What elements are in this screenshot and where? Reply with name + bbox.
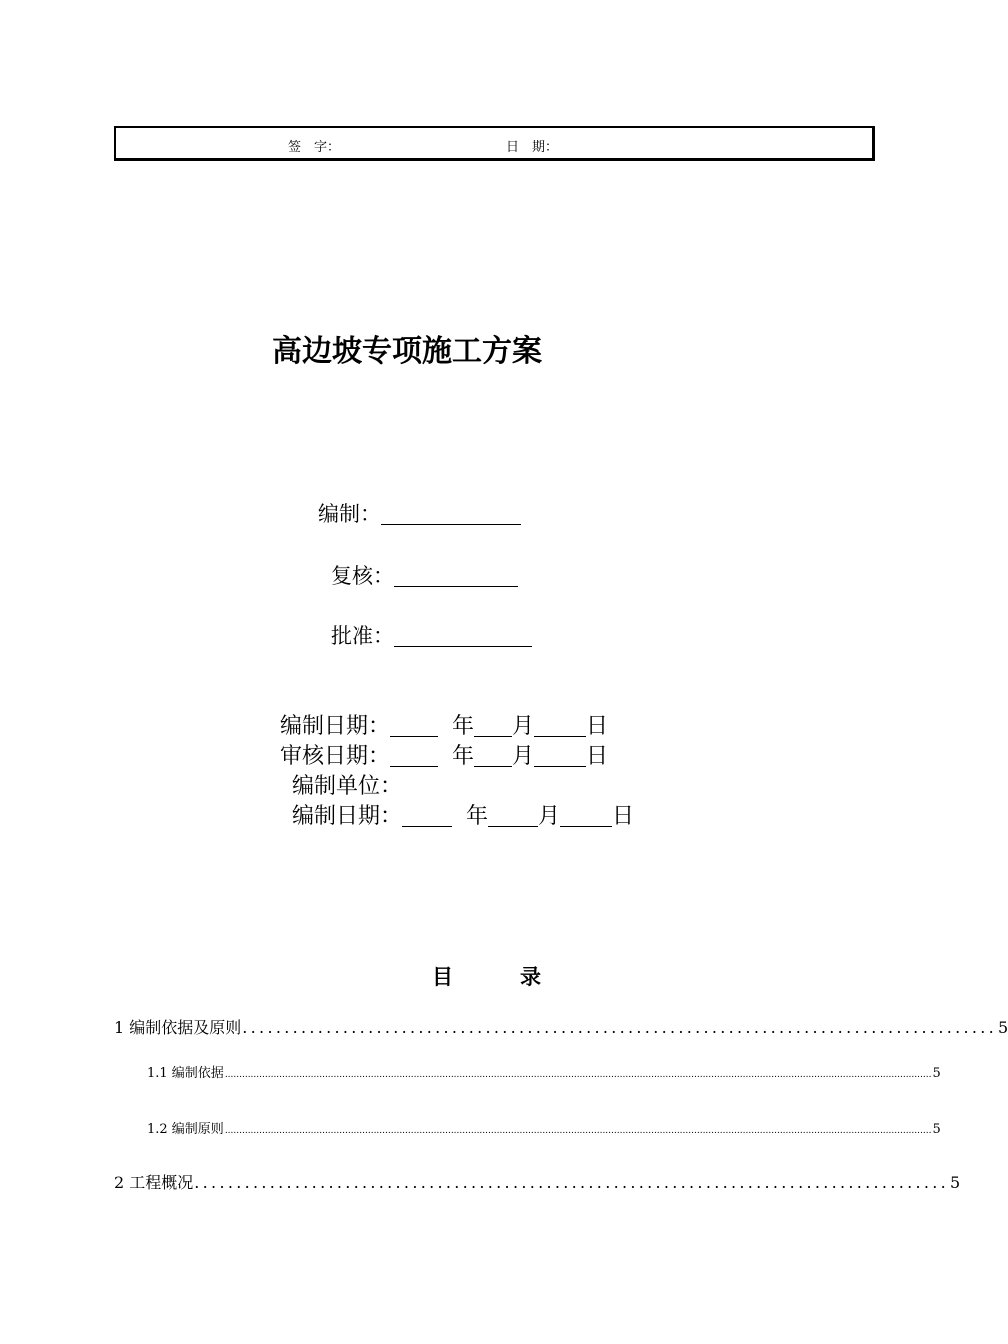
toc-leader-dots: .......................................................................................... <box>242 1018 998 1037</box>
day-unit: 日 <box>586 744 609 769</box>
toc-leader-dots: ....................................................................................................................................................................................................................................................... <box>224 1070 932 1080</box>
month-unit: 月 <box>512 714 535 739</box>
toc-entry[interactable] <box>147 1062 941 1081</box>
signature-box <box>114 126 875 161</box>
year-blank[interactable] <box>390 714 438 737</box>
review-field <box>331 560 518 590</box>
month-unit: 月 <box>512 744 535 769</box>
year-unit: 年 <box>452 744 475 769</box>
day-blank[interactable] <box>560 804 612 827</box>
approve-field <box>331 620 532 650</box>
toc-entry[interactable] <box>114 1170 961 1193</box>
toc-entry-label: 1.1 编制依据 <box>147 1066 224 1081</box>
year-blank[interactable] <box>402 804 452 827</box>
toc-entry-page: 5 <box>932 1066 941 1081</box>
toc-heading-left: 目 <box>432 964 453 989</box>
month-blank[interactable] <box>474 714 512 737</box>
review-date-line <box>280 739 608 770</box>
compile-blank[interactable] <box>381 502 521 525</box>
approve-label: 批准： <box>331 624 394 648</box>
toc-entry-label: 2 工程概况 <box>114 1173 194 1192</box>
month-blank[interactable] <box>474 744 512 767</box>
compile-date2-label: 编制日期： <box>292 804 403 829</box>
day-blank[interactable] <box>534 714 586 737</box>
year-blank[interactable] <box>390 744 438 767</box>
month-blank[interactable] <box>488 804 538 827</box>
month-unit: 月 <box>538 804 561 829</box>
toc-entry[interactable] <box>147 1118 941 1137</box>
toc-leader-dots: ....................................................................................................................................................................................................................................................... <box>224 1126 932 1136</box>
compile-date-label: 编制日期： <box>280 714 391 739</box>
review-date-label: 审核日期： <box>280 744 391 769</box>
unit-line <box>292 769 402 800</box>
approve-blank[interactable] <box>394 624 532 647</box>
day-unit: 日 <box>586 714 609 739</box>
toc-entry[interactable] <box>114 1015 1008 1038</box>
day-blank[interactable] <box>534 744 586 767</box>
toc-heading-right: 录 <box>520 964 541 989</box>
year-unit: 年 <box>452 714 475 739</box>
compile-field <box>318 498 521 528</box>
toc-entry-label: 1.2 编制原则 <box>147 1122 224 1137</box>
toc-entry-label: 1 编制依据及原则 <box>114 1018 242 1037</box>
compile-date2-line <box>292 799 634 830</box>
day-unit: 日 <box>612 804 635 829</box>
year-unit: 年 <box>466 804 489 829</box>
toc-entry-page: 5 <box>950 1173 961 1192</box>
document-title: 高边坡专项施工方案 <box>272 334 542 369</box>
toc-entry-page: 5 <box>932 1122 941 1137</box>
toc-leader-dots: .......................................................................................... <box>194 1173 950 1192</box>
date-label: 日 期： <box>506 140 559 155</box>
review-label: 复核： <box>331 564 394 588</box>
review-blank[interactable] <box>394 564 518 587</box>
compile-date-line <box>280 709 608 740</box>
compile-label: 编制： <box>318 502 381 526</box>
sign-label: 签 字： <box>288 140 341 155</box>
unit-label: 编制单位： <box>292 774 403 799</box>
toc-entry-page: 5 <box>998 1018 1008 1037</box>
